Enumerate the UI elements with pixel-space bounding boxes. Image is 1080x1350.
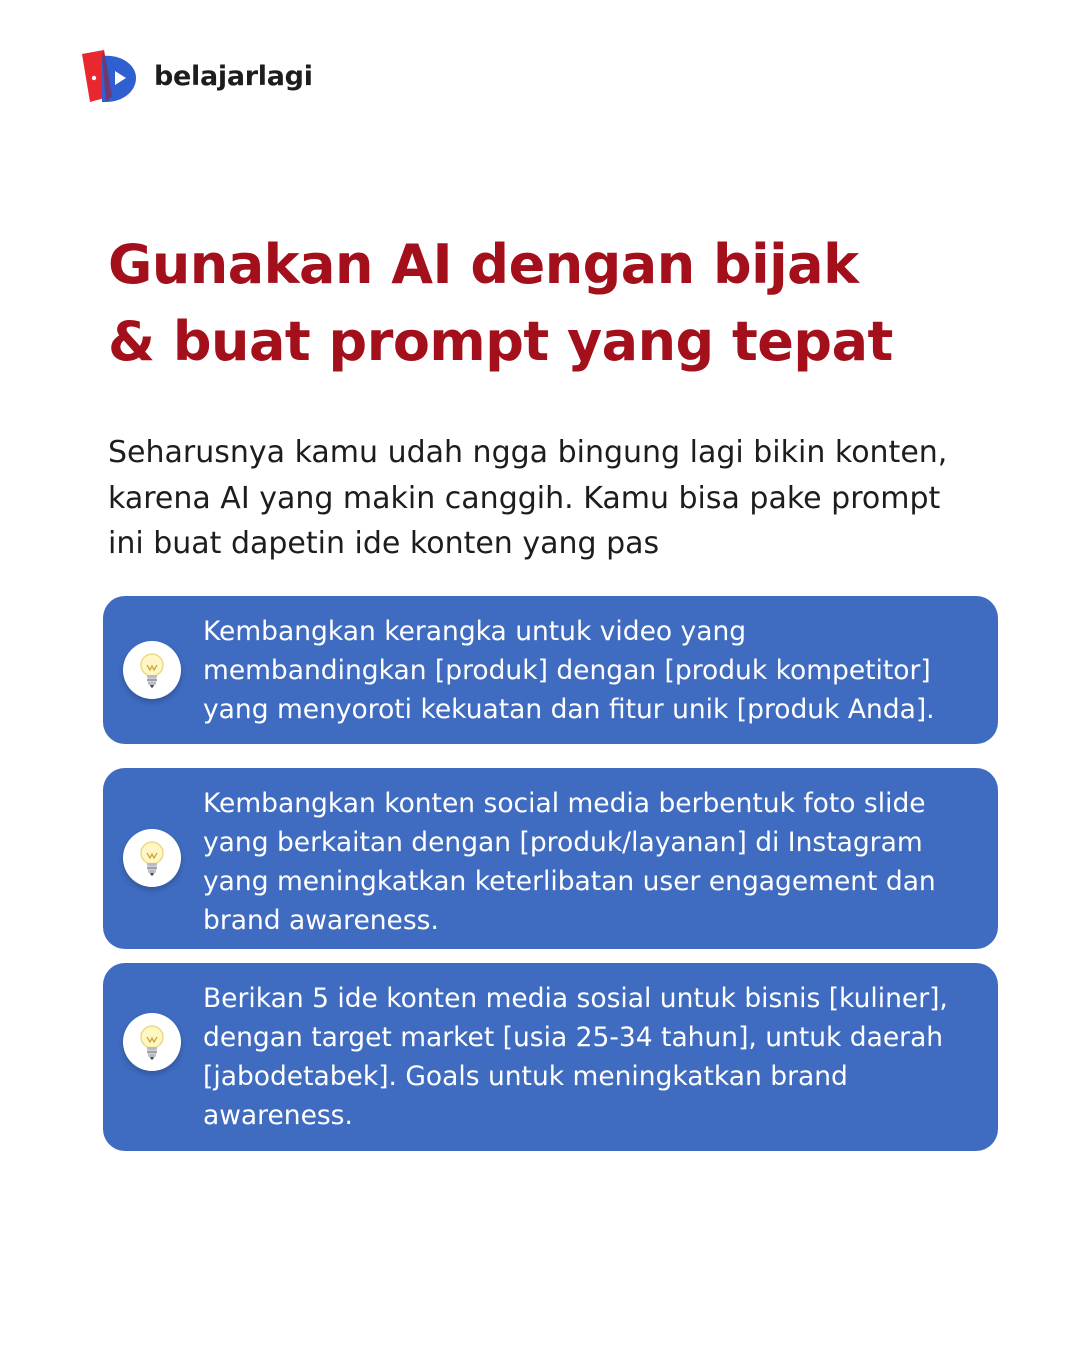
brand (80, 48, 313, 104)
intro-paragraph (108, 430, 1028, 567)
prompt-text (203, 979, 983, 1135)
light-bulb-icon (123, 641, 181, 699)
page-title-line: Gunakan AI dengan bijak (108, 233, 859, 296)
prompt-line: Berikan 5 ide konten media sosial untuk bisnis [kuliner], (203, 983, 948, 1014)
prompt-line: [jabodetabek]. Goals untuk meningkatkan brand (203, 1061, 848, 1092)
prompt-line: dengan target market [usia 25-34 tahun], untuk daerah (203, 1022, 944, 1053)
light-bulb-icon (123, 1013, 181, 1071)
intro-line: ini buat dapetin ide konten yang pas (108, 526, 660, 561)
prompt-line: Kembangkan konten social media berbentuk foto slide (203, 788, 926, 819)
prompt-line: membandingkan [produk] dengan [produk kompetitor] (203, 655, 931, 686)
prompt-card (103, 963, 998, 1151)
prompt-line: awareness. (203, 1100, 353, 1131)
prompt-line: yang menyoroti kekuatan dan fitur unik [produk Anda]. (203, 694, 935, 725)
page-title-line: & buat prompt yang tepat (108, 310, 893, 373)
prompt-text (203, 784, 983, 940)
intro-line: karena AI yang makin canggih. Kamu bisa pake prompt (108, 480, 941, 516)
page-title (108, 226, 1008, 380)
prompt-line: brand awareness. (203, 905, 439, 936)
light-bulb-icon (123, 829, 181, 887)
prompt-text (203, 612, 983, 729)
belajarlagi-logo-icon (80, 48, 138, 104)
prompt-line: yang meningkatkan keterlibatan user engagement dan (203, 866, 936, 897)
intro-line: Seharusnya kamu udah ngga bingung lagi bikin konten, (108, 435, 948, 470)
prompt-line: Kembangkan kerangka untuk video yang (203, 616, 747, 647)
prompt-line: yang berkaitan dengan [produk/layanan] di Instagram (203, 827, 923, 858)
prompt-card (103, 596, 998, 744)
brand-name: belajarlagi (154, 60, 313, 92)
prompt-card (103, 768, 998, 949)
